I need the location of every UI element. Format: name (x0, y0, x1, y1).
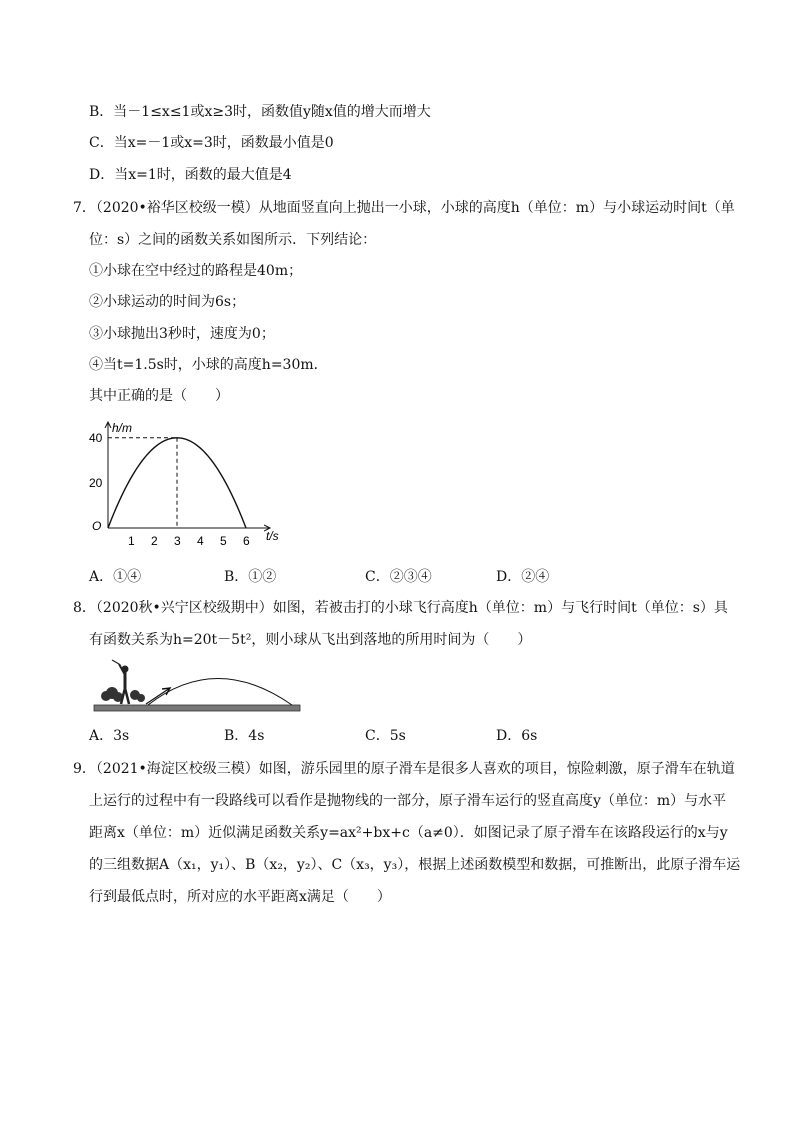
q9-stem-line2: 上运行的过程中有一段路线可以看作是抛物线的一部分，原子滑车运行的竖直高度y（单位：m）与水平 (89, 793, 727, 809)
q8-stem-line2: 有函数关系为h=20t－5t²，则小球从飞出到落地的所用时间为（ ） (89, 632, 532, 648)
x-tick-label: 3 (174, 534, 181, 548)
q7-statement-3: ③小球抛出3秒时，速度为0； (89, 326, 275, 342)
q9-stem-line1: 9．（2021•海淀区校级三模）如图，游乐园里的原子滑车是很多人喜欢的项目，惊险刺激，原子滑车在轨道 (73, 761, 735, 777)
y-axis-label: h/m (112, 421, 133, 435)
x-tick-label: 4 (197, 534, 204, 548)
ground-bar (94, 705, 300, 711)
q8-option-b[interactable]: B．4s (224, 728, 265, 744)
x-tick-label: 6 (243, 534, 250, 548)
golf-trajectory-illustration (92, 658, 304, 716)
x-tick-label: 5 (220, 534, 227, 548)
q7-stem-line1: 7．（2020•裕华区校级一模）从地面竖直向上抛出一小球，小球的高度h（单位：m）与小球运动时间t（单 (73, 200, 735, 216)
q9-stem-line3: 距离x（单位：m）近似满足函数关系y=ax²+bx+c（a≠0）．如图记录了原子滑车在该路段运行的x与y (89, 825, 728, 841)
q8-option-d[interactable]: D．6s (496, 728, 538, 744)
q7-option-c[interactable]: C．②③④ (365, 569, 432, 585)
q7-statement-1: ①小球在空中经过的路程是40m； (89, 263, 303, 279)
q6-option-d: D．当x=1时，函数的最大值是4 (89, 167, 292, 183)
q7-stem-line2: 位：s）之间的函数关系如图所示．下列结论： (89, 232, 377, 248)
q9-stem-line5: 行到最低点时，所对应的水平距离x满足（ ） (89, 889, 391, 905)
q8-stem-line1: 8．（2020秋•兴宁区校级期中）如图，若被击打的小球飞行高度h（单位：m）与飞行时间t（单位：s）具 (73, 600, 728, 616)
q9-stem-line4: 的三组数据A（x₁，y₁）、B（x₂，y₂）、C（x₃，y₃），根据上述函数模型和数据，可推断出，此原子滑车运 (89, 857, 741, 873)
q7-option-d[interactable]: D．②④ (496, 569, 550, 585)
origin-label: O (92, 519, 102, 533)
y-tick-label: 20 (89, 475, 103, 490)
q6-option-c: C．当x=－1或x=3时，函数最小值是0 (89, 135, 334, 151)
q8-option-c[interactable]: C．5s (365, 728, 406, 744)
q7-option-b[interactable]: B．①② (224, 569, 277, 585)
q7-statement-4: ④当t=1.5s时，小球的高度h=30m． (89, 357, 328, 373)
q6-option-b: B．当－1≤x≤1或x≥3时，函数值y随x值的增大而增大 (89, 104, 431, 120)
q7-height-time-graph (80, 418, 300, 558)
ball-trajectory (148, 679, 292, 706)
launch-arrow (146, 688, 170, 704)
x-tick-label: 1 (128, 534, 135, 548)
q8-option-a[interactable]: A．3s (89, 728, 130, 744)
q7-prompt: 其中正确的是（ ） (89, 388, 229, 404)
x-axis-label: t/s (266, 529, 279, 543)
q7-option-a[interactable]: A．①④ (89, 569, 142, 585)
q7-statement-2: ②小球运动的时间为6s； (89, 294, 246, 310)
y-tick-label: 40 (89, 430, 103, 445)
x-tick-label: 2 (151, 534, 158, 548)
